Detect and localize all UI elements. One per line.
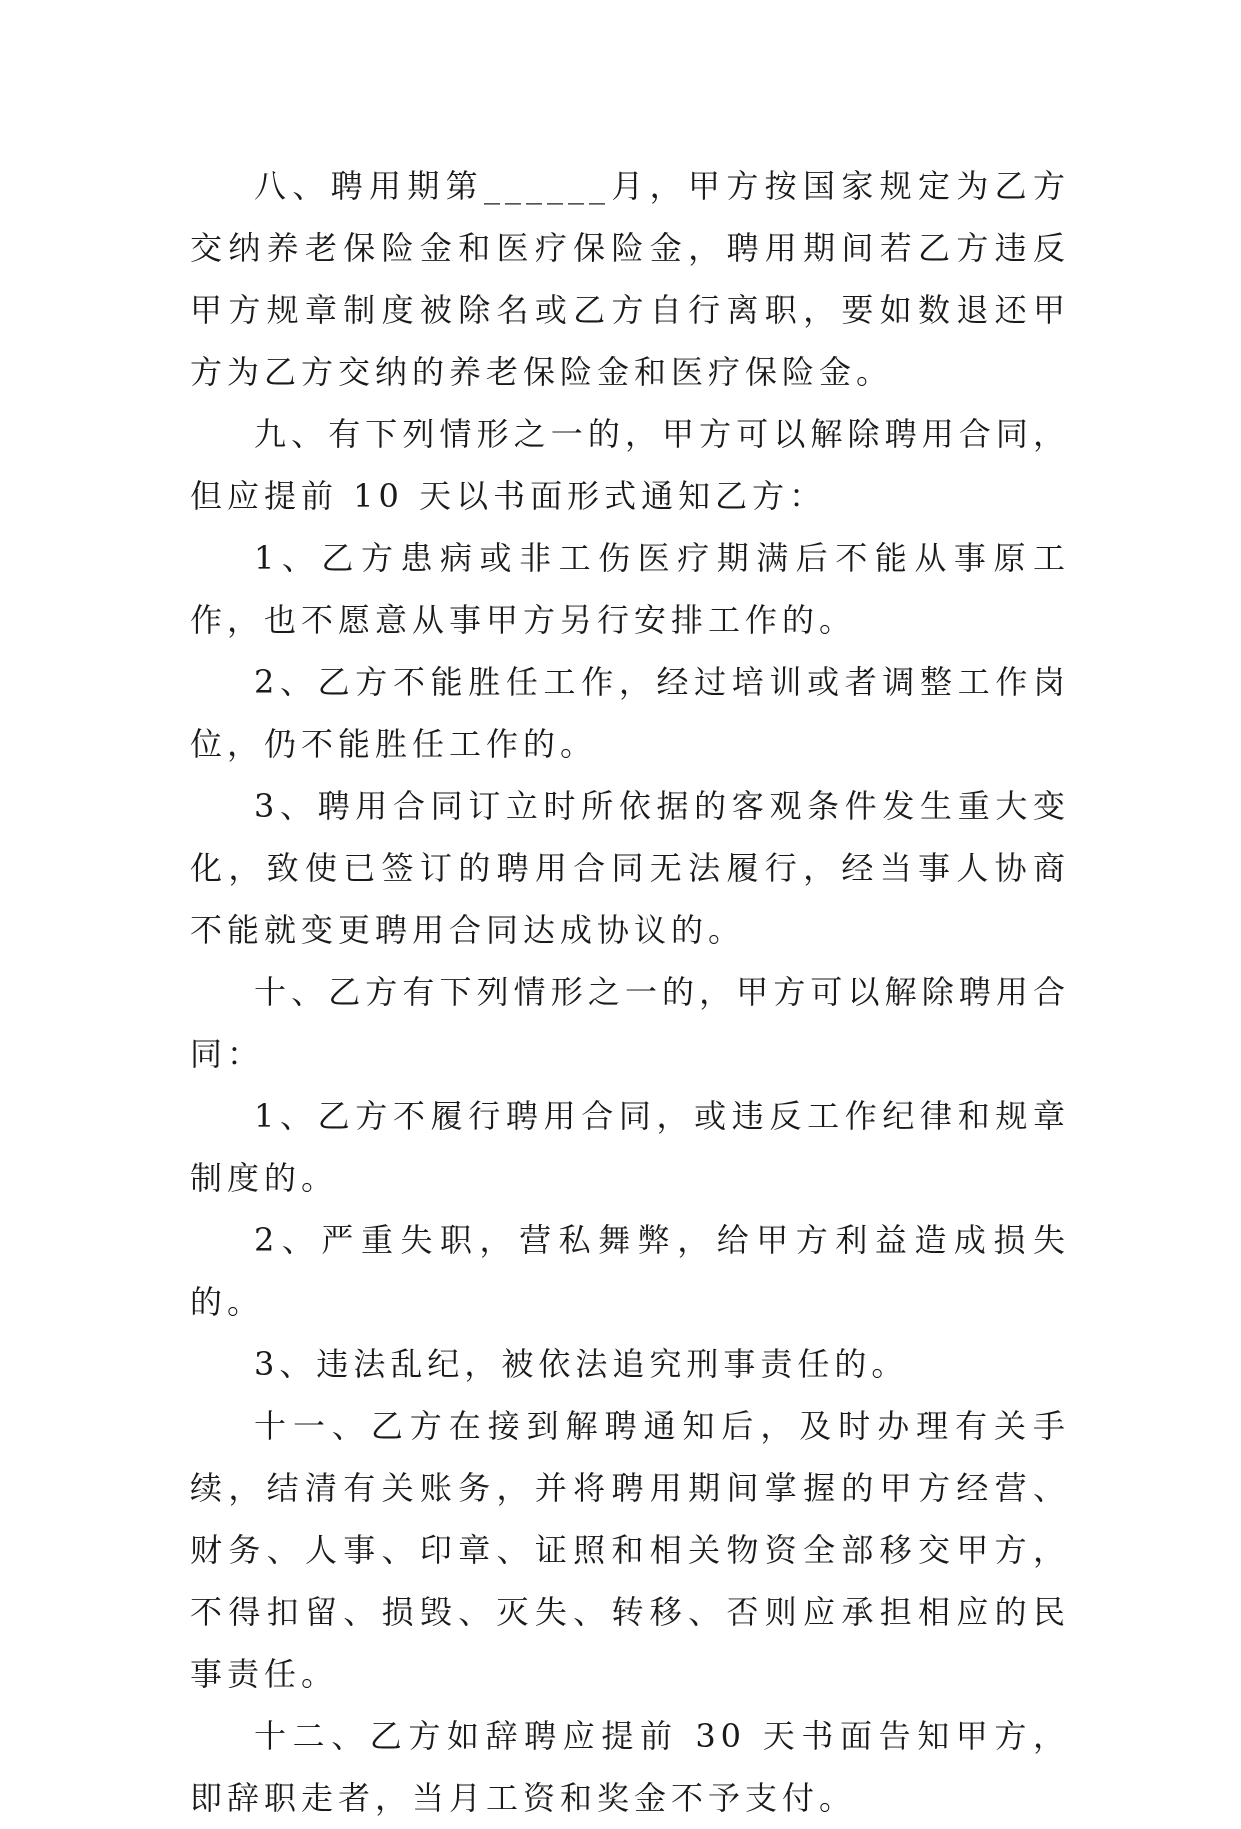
- clause-9-item-2: 2、乙方不能胜任工作，经过培训或者调整工作岗位，仍不能胜任工作的。: [190, 663, 1070, 763]
- clause-12-paragraph: 十二、乙方如辞聘应提前 30 天书面告知甲方，即辞职走者，当月工资和奖金不予支付。: [190, 1717, 1070, 1817]
- clause-10-paragraph: 十、乙方有下列情形之一的，甲方可以解除聘用合同：: [190, 973, 1070, 1073]
- clause-11-paragraph: 十一、乙方在接到解聘通知后，及时办理有关手续，结清有关账务，并将聘用期间掌握的甲方经营、财务、人事、印章、证照和相关物资全部移交甲方，不得扣留、损毁、灭失、转移、否则应承担相应的民事责任。: [190, 1407, 1070, 1693]
- contract-body: [190, 155, 1070, 1829]
- clause-9-item-1: 1、乙方患病或非工伤医疗期满后不能从事原工作，也不愿意从事甲方另行安排工作的。: [190, 539, 1070, 639]
- clause-10-item-2: 2、严重失职，营私舞弊，给甲方利益造成损失的。: [190, 1221, 1070, 1321]
- clause-10-item-1: 1、乙方不履行聘用合同，或违反工作纪律和规章制度的。: [190, 1097, 1070, 1197]
- clause-9-paragraph: 九、有下列情形之一的，甲方可以解除聘用合同，但应提前 10 天以书面形式通知乙方：: [190, 415, 1070, 515]
- clause-8-paragraph: 八、聘用期第______月，甲方按国家规定为乙方交纳养老保险金和医疗保险金，聘用期间若乙方违反甲方规章制度被除名或乙方自行离职，要如数退还甲方为乙方交纳的养老保险金和医疗保险金。: [190, 167, 1070, 391]
- clause-10-item-3: 3、违法乱纪，被依法追究刑事责任的。: [254, 1345, 909, 1383]
- clause-9-item-3: 3、聘用合同订立时所依据的客观条件发生重大变化，致使已签订的聘用合同无法履行，经当事人协商不能就变更聘用合同达成协议的。: [190, 787, 1070, 949]
